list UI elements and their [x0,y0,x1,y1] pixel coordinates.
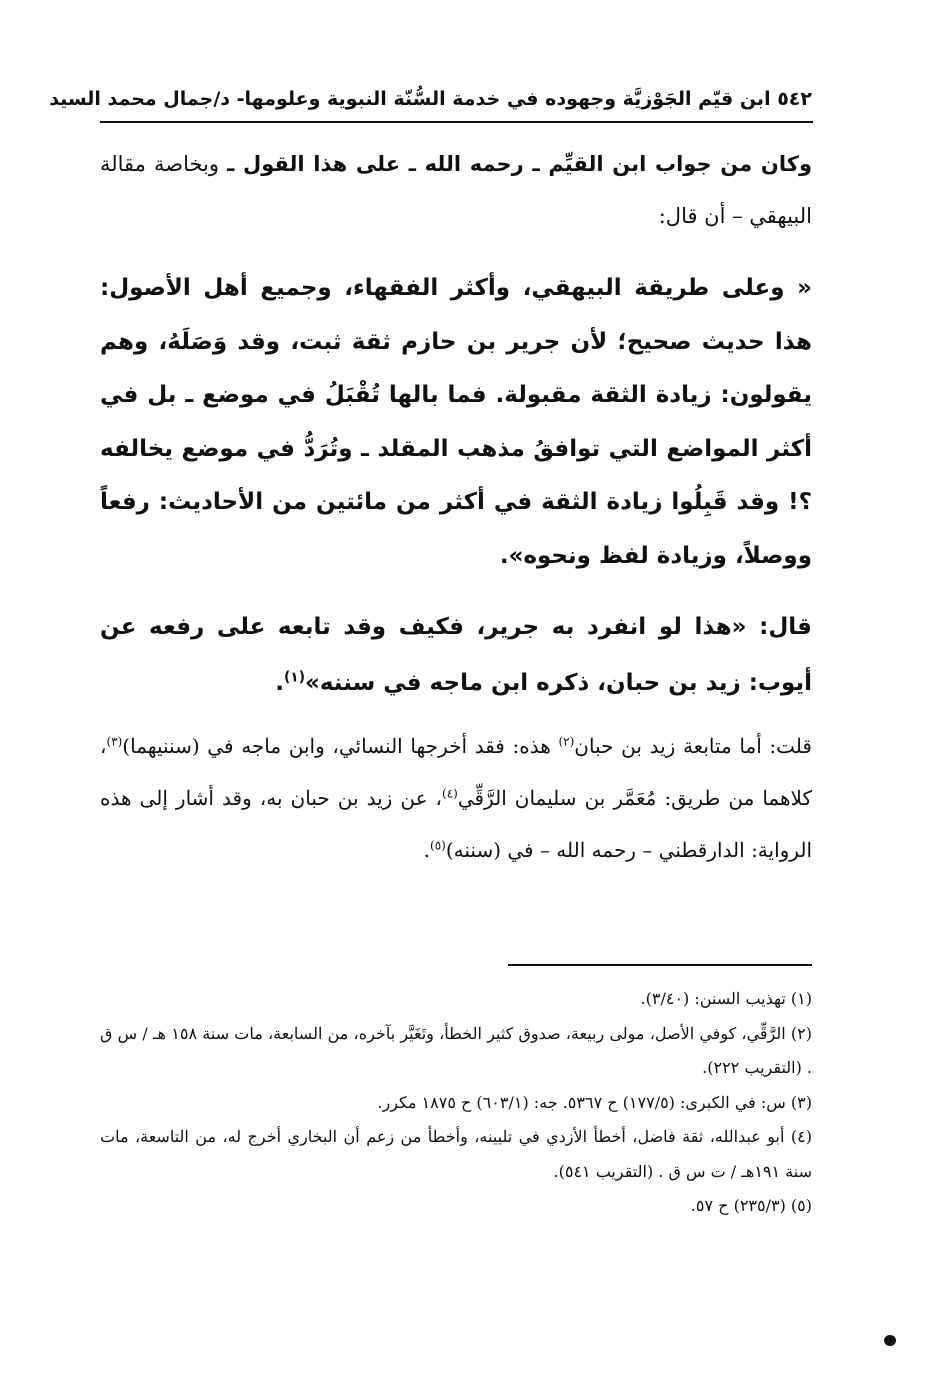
footnote-4: (٤) أبو عبدالله، ثقة فاضل، أخطأ الأزدي في تليينه، وأخطأ من زعم أن البخاري أخرج له، من التاسعة، مات سنة ١٩١هـ / ت س ق . (التقريب ٥٤١). [100,1127,812,1181]
intro-bold-text: وكان من جواب ابن القيِّم ـ رحمه الله ـ على هذا القول ـ [227,152,812,176]
paragraph-qal [100,599,812,711]
footnote-3: (٣) س: في الكبرى: (١٧٧/٥) ح ٥٣٦٧. جه: (٦٠٣/١) ح ١٨٧٥ مكرر. [377,1092,812,1112]
qult-text-1: قلت: أما متابعة زيد بن حبان [574,734,812,758]
footnote-5: (٥) (٢٣٥/٣) ح ٥٧. [690,1196,812,1215]
footnote-ref-1[interactable]: (١) [283,669,305,686]
paragraph-qult [100,720,812,876]
footnote-1: (١) تهذيب السنن: (٣/٤٠). [640,989,812,1008]
footnote-divider [508,964,812,966]
footnote-ref-5[interactable]: (٥) [430,838,446,853]
intro-regular-text: وبخاصة مقالة البيهقي – أن قال: [100,152,812,228]
footnote-2: (٢) الرَّقِّي، كوفي الأصل، مولى ربيعة، صدوق كثير الخطأ، وتَغَيَّر بآخره، من السابعة، مات سنة ١٥٨ هـ / س ق . (التقريب ٢٢٢). [100,1023,812,1077]
footnote-ref-4[interactable]: (٤) [442,786,458,801]
footnote-ref-3[interactable]: (٣) [106,734,123,749]
qult-text-2: هذه: فقد أخرجها النسائي، وابن ماجه في (سننيهما) [122,734,559,758]
qult-text-3: ، كلاهما من طريق: مُعَمَّر بن سليمان الرَّقِّي [100,734,812,810]
paragraph-intro [100,138,812,242]
qult-text-4: ، عن زيد بن حبان به، وقد أشار إلى هذه الرواية: الدارقطني – رحمه الله – في (سننه) [100,786,812,862]
qal-text: قال: «هذا لو انفرد به جرير، فكيف وقد تابعه على رفعه عن أيوب: زيد بن حبان، ذكره ابن ماجه في سننه» [100,614,812,696]
qal-end: . [275,670,284,696]
paragraph-quotation: « وعلى طريقة البيهقي، وأكثر الفقهاء، وجميع أهل الأصول: هذا حديث صحيح؛ لأن جرير بن حازم ثقة ثبت، وقد وَصَلَهُ، وهم يقولون: زيادة الثقة مقبولة. فما بالها تُقْبَلُ في موضع ـ بل في أكثر المواضع التي توافقُ مذهب المقلد ـ وتُرَدُّ في موضع يخالفه ؟! وقد قَبِلُوا زيادة الثقة في أكثر من مائتين من الأحاديث: رفعاً ووصلاً، وزيادة لفظ ونحوه». [100,275,812,569]
header-divider [100,121,813,123]
ink-dot [884,1335,896,1346]
running-header: ٥٤٢ ابن قيّم الجَوْزيَّة وجهوده في خدمة السُّنّة النبوية وعلومها- د/جمال محمد السيد [49,88,812,110]
footnotes [100,982,812,1224]
footnote-ref-2[interactable]: (٢) [558,734,575,749]
qult-text-5: . [423,838,431,862]
